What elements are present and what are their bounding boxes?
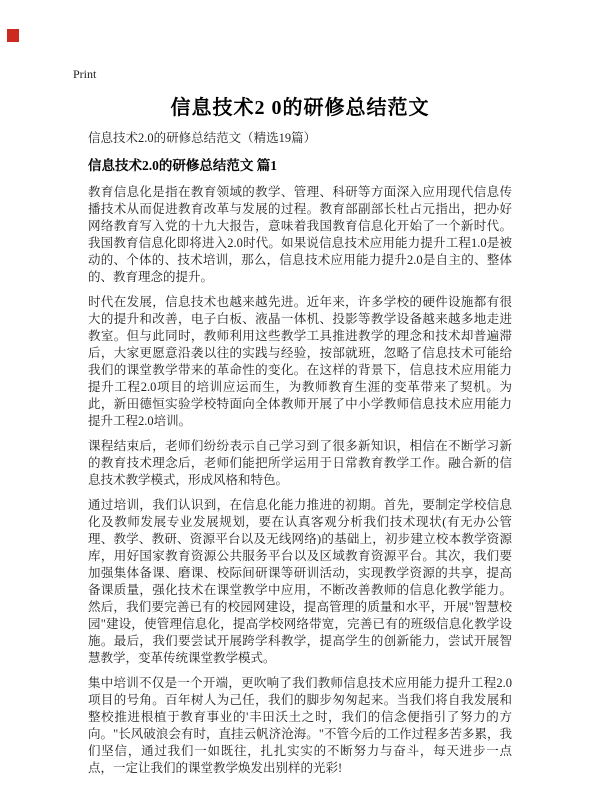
- document-content: [88, 96, 512, 785]
- body-paragraph: 通过培训，我们认识到，在信息化能力推进的初期。首先，要制定学校信息化及教师发展专业发展规划，要在认真客观分析我们技术现状(有无办公管理、教学、教研、资源平台以及无线网络)的基础上，初步建立校本教学资源库，用好国家教育资源公共服务平台以及区域教育资源平台。其次，我们要加强集体备课、磨课、校际间研课等研训活动，实现教学资源的共享，提高备课质量，强化技术在课堂教学中应用，不断改善教师的信息化教学能力。然后，我们要完善已有的校园网建设，提高管理的质量和水平，开展"智慧校园"建设，使管理信息化，提高学校网络带宽，完善已有的班级信息化教学设施。最后，我们要尝试开展跨学科教学，提高学生的创新能力，尝试开展智慧教学，变革传统课堂教学模式。: [88, 498, 512, 665]
- image-placeholder-icon: [7, 29, 19, 42]
- print-link[interactable]: Print: [73, 67, 97, 81]
- body-paragraph: 教育信息化是指在教育领域的教学、管理、科研等方面深入应用现代信息传播技术从而促进教育改革与发展的过程。教育部副部长杜占元指出，把办好网络教育写入党的十九大报告，意味着我国教育信息化开始了一个新时代。我国教育信息化即将进入2.0时代。如果说信息技术应用能力提升工程1.0是被动的、个体的、技术培训，那么，信息技术应用能力提升2.0是自主的、整体的、教育理念的提升。: [88, 185, 512, 284]
- body-paragraph: 集中培训不仅是一个开端，更吹响了我们教师信息技术应用能力提升工程2.0项目的号角。百年树人为己任，我们的脚步匆匆起来。当我们将自我发展和整校推进根植于教育事业的'丰田沃土之时，我们的信念便指引了努力的方向。"长风破浪会有时，直挂云帆济沧海。"不管今后的工作过程多苦多累，我们坚信，通过我们一如既往，扎扎实实的不断努力与奋斗，每天进步一点点，一定让我们的课堂教学焕发出别样的光彩!: [88, 676, 512, 775]
- section-heading: 信息技术2.0的研修总结范文 篇1: [88, 158, 277, 173]
- body-paragraph: 课程结束后，老师们纷纷表示自己学习到了很多新知识，相信在不断学习新的教育技术理念后，老师们能把所学运用于日常教育教学工作。融合新的信息技术教学模式，形成风格和特色。: [88, 439, 512, 487]
- document-subtitle: 信息技术2.0的研修总结范文（精选19篇）: [88, 131, 317, 145]
- page-title: 信息技术2 0的研修总结范文: [170, 97, 430, 119]
- paragraph-list: [88, 184, 512, 777]
- body-paragraph: 时代在发展，信息技术也越来越先进。近年来，许多学校的硬件设施都有很大的提升和改善，电子白板、液晶一体机、投影等教学设备越来越多地走进教室。但与此同时，教师利用这些教学工具推进教学的理念和技术却普遍滞后，大家更愿意沿袭以往的实践与经验，按部就班，忽略了信息技术可能给我们的课堂教学带来的革命性的变化。在这样的背景下，信息技术应用能力提升工程2.0项目的培训应运而生，为教师教育生涯的变革带来了契机。为此，新田德恒实验学校特面向全体教师开展了中小学教师信息技术应用能力提升工程2.0培训。: [88, 295, 512, 428]
